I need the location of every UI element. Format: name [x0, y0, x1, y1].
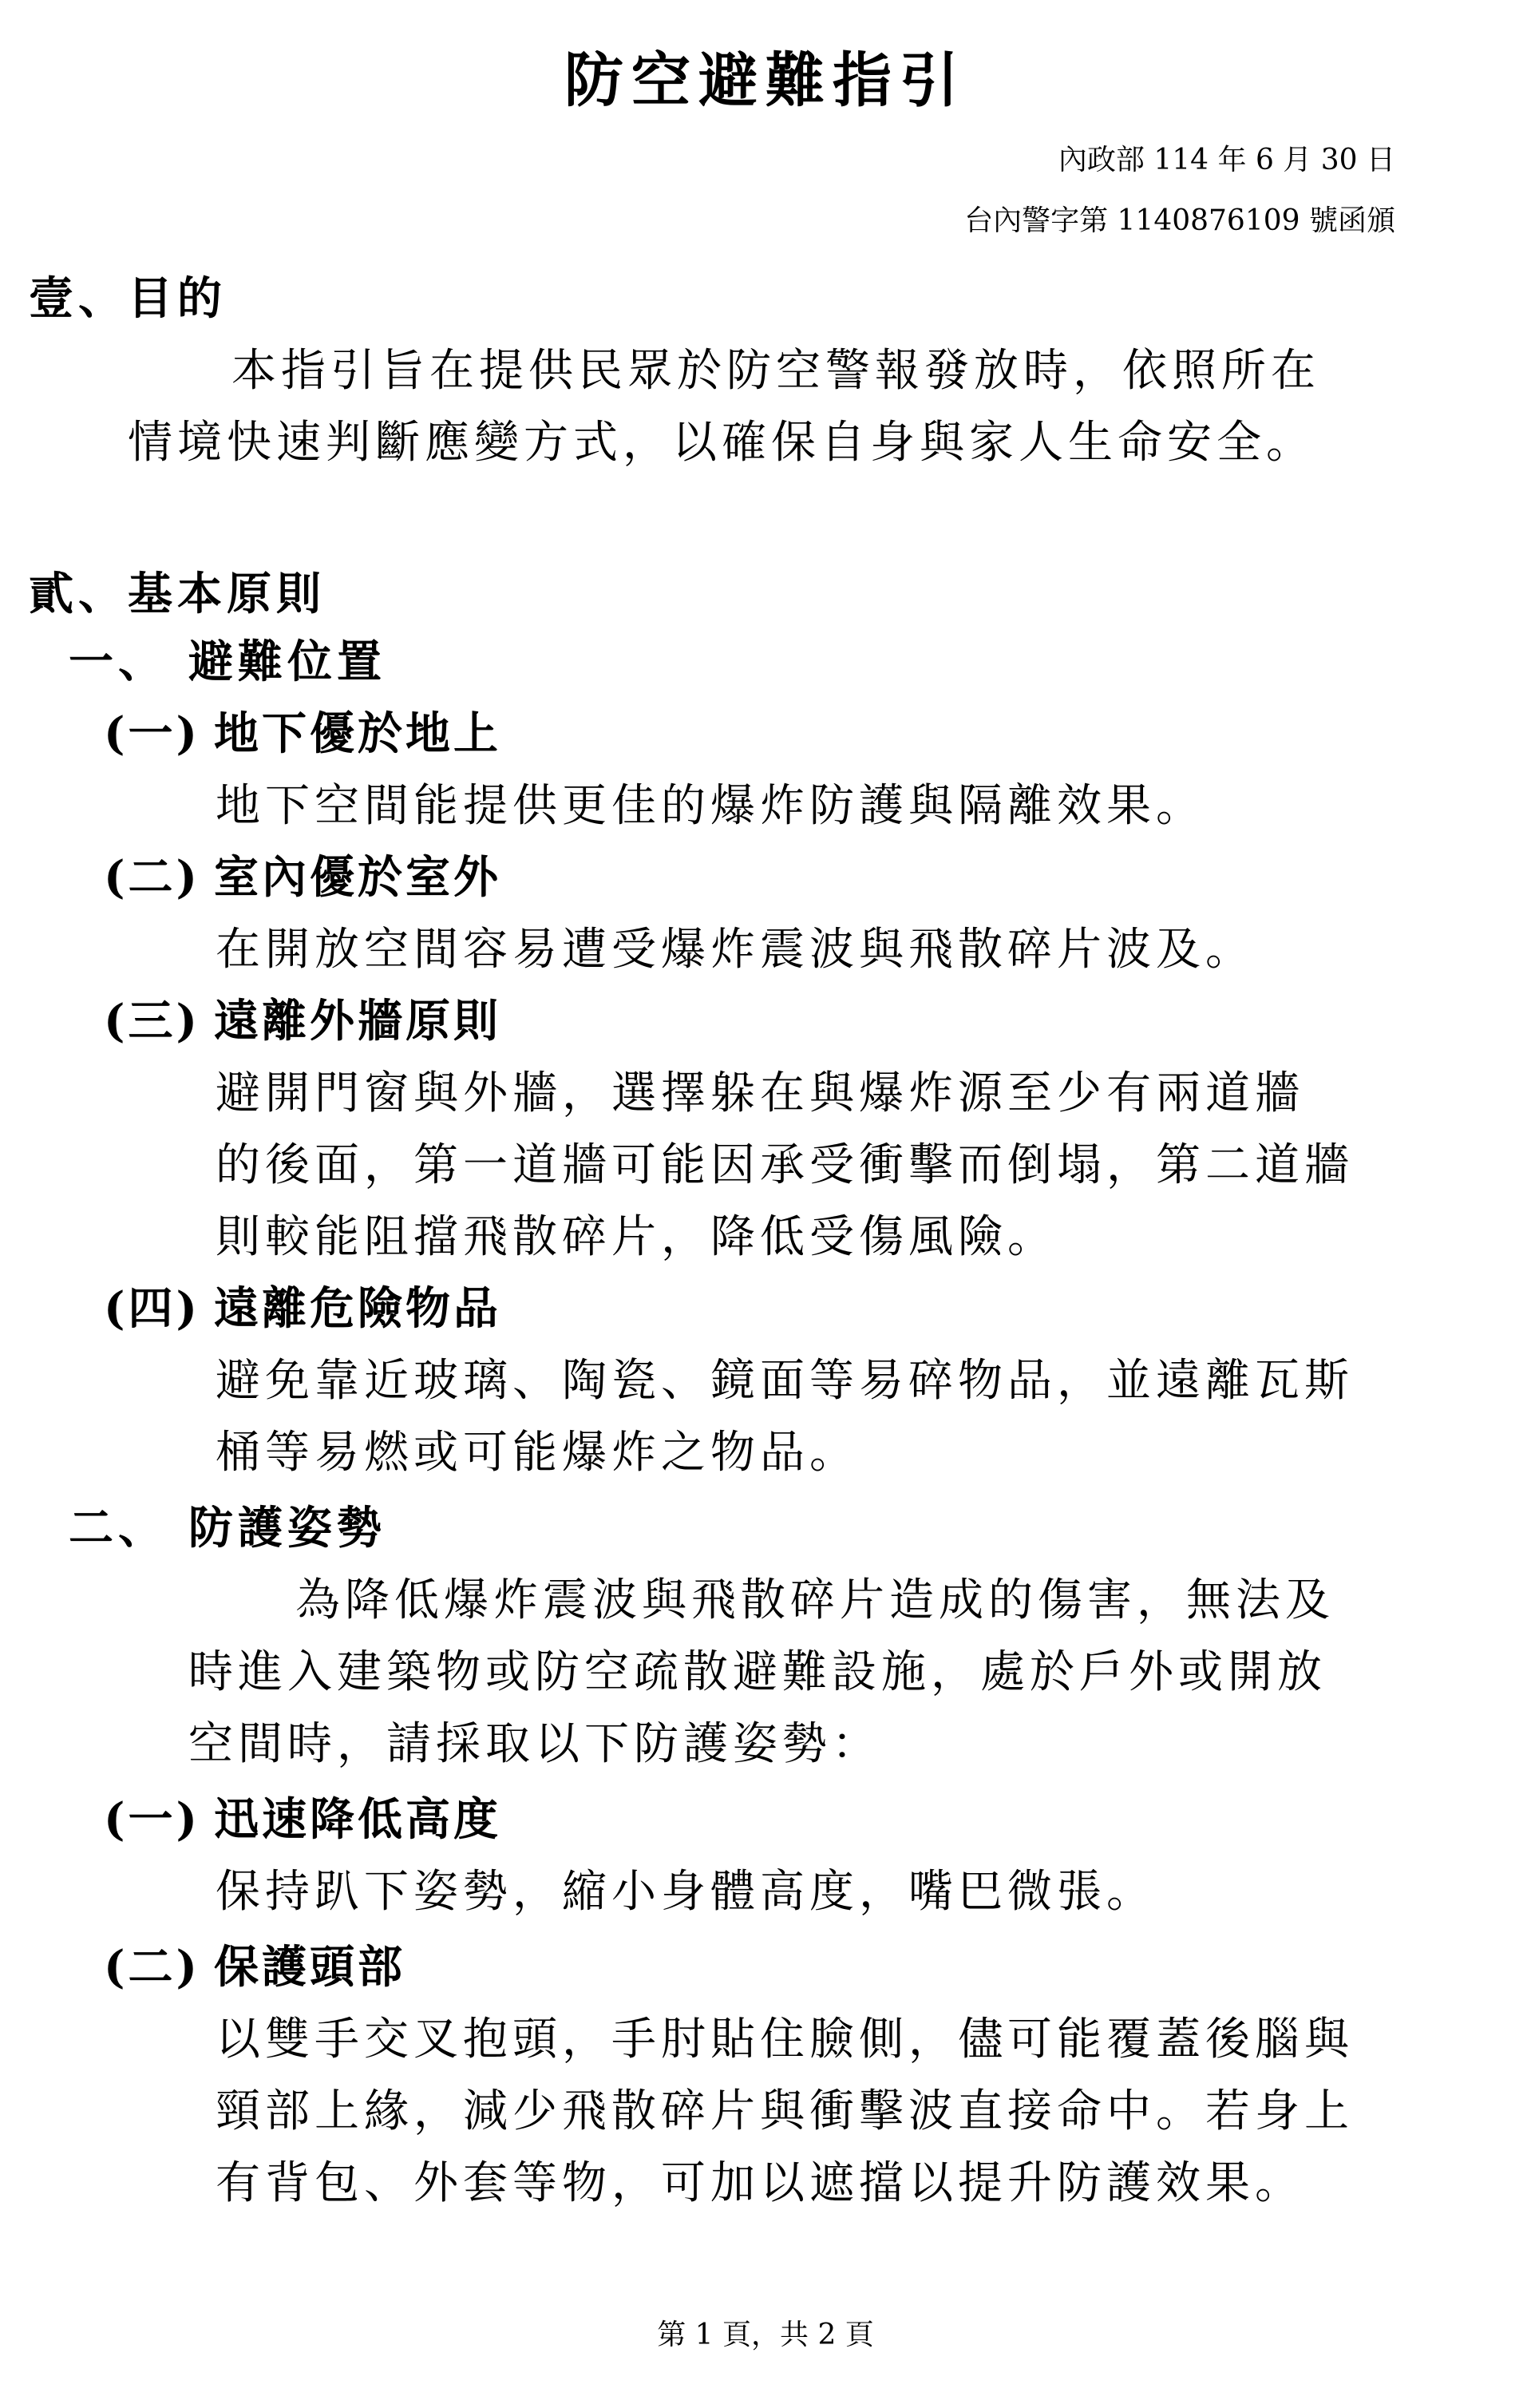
item-body-line: 地下空間能提供更佳的爆炸防護與隔離效果。 — [216, 780, 1205, 832]
document-title: 防空避難指引 — [564, 46, 967, 115]
purpose-line-1: 本指引旨在提供民眾於防空警報發放時，依照所在 — [231, 345, 1320, 397]
item-title-protect-head: 保護頭部 — [214, 1941, 405, 1994]
item-title-hazards: 遠離危險物品 — [214, 1282, 501, 1335]
issuer-reference: 台內警字第 1140876109 號函頒 — [964, 204, 1395, 237]
item-body-line: 桶等易燃或可能爆炸之物品。 — [216, 1427, 859, 1479]
item-body-line: 有背包、外套等物，可加以遮擋以提升防護效果。 — [216, 2157, 1304, 2209]
subsection-number-2: 二、 — [69, 1502, 168, 1555]
item-number: (三) — [104, 995, 200, 1048]
item-body-line: 在開放空間容易遭受爆炸震波與飛散碎片波及。 — [216, 924, 1255, 976]
purpose-line-2: 情境快速判斷應變方式，以確保自身與家人生命安全。 — [128, 417, 1315, 469]
section-heading-principles: 貳、基本原則 — [29, 568, 326, 620]
section-heading-purpose: 壹、目的 — [29, 272, 227, 325]
posture-intro-line-2: 時進入建築物或防空疏散避難設施，處於戶外或開放 — [188, 1646, 1327, 1698]
item-title-away-from-walls: 遠離外牆原則 — [214, 995, 501, 1048]
subsection-title-protective-posture: 防護姿勢 — [188, 1502, 386, 1555]
item-title-lower-height: 迅速降低高度 — [214, 1793, 501, 1846]
item-body-line: 以雙手交叉抱頭，手肘貼住臉側，儘可能覆蓋後腦與 — [216, 2014, 1354, 2065]
item-body-line: 避開門窗與外牆，選擇躲在與爆炸源至少有兩道牆 — [216, 1067, 1304, 1119]
item-title-indoor: 室內優於室外 — [214, 851, 501, 904]
item-number: (一) — [104, 707, 200, 760]
item-body-line: 頸部上緣，減少飛散碎片與衝擊波直接命中。若身上 — [216, 2085, 1354, 2137]
item-body-line: 則較能阻擋飛散碎片，降低受傷風險。 — [216, 1211, 1057, 1263]
item-number: (二) — [104, 1941, 200, 1994]
item-body-line: 避免靠近玻璃、陶瓷、鏡面等易碎物品，並遠離瓦斯 — [216, 1355, 1354, 1407]
page-footer: 第 1 頁，共 2 頁 — [657, 2319, 874, 2351]
subsection-title-shelter-location: 避難位置 — [188, 636, 386, 688]
posture-intro-line-1: 為降低爆炸震波與飛散碎片造成的傷害，無法及 — [295, 1574, 1335, 1626]
subsection-number-1: 一、 — [69, 636, 168, 688]
item-number: (二) — [104, 851, 200, 904]
item-body-line: 的後面，第一道牆可能因承受衝擊而倒塌，第二道牆 — [216, 1139, 1354, 1191]
issuer-date: 內政部 114 年 6 月 30 日 — [1058, 144, 1395, 176]
item-body-line: 保持趴下姿勢，縮小身體高度，嘴巴微張。 — [216, 1866, 1156, 1918]
item-number: (四) — [104, 1282, 200, 1335]
posture-intro-line-3: 空間時，請採取以下防護姿勢： — [188, 1718, 881, 1770]
item-number: (一) — [104, 1793, 200, 1846]
item-title-underground: 地下優於地上 — [214, 707, 501, 760]
